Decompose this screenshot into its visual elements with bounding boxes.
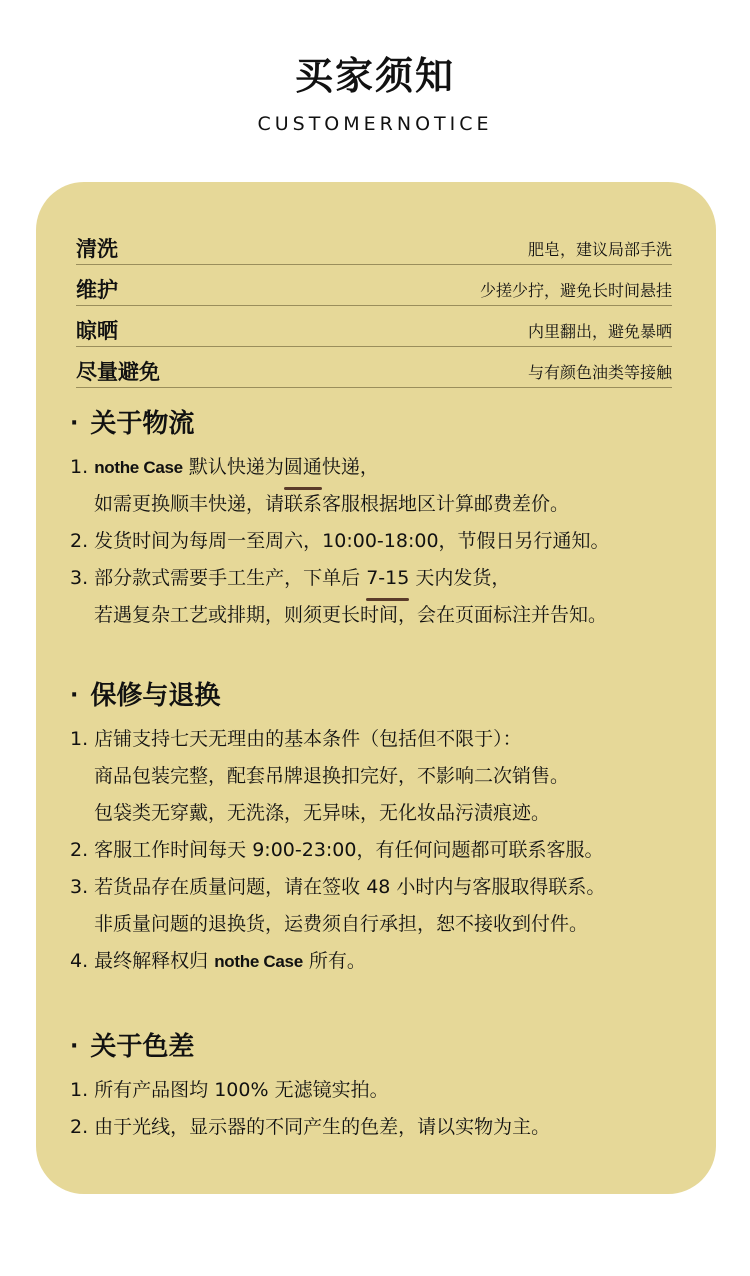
highlight-courier: 圆通 [284, 449, 322, 486]
list-item: 1. 所有产品图均 100% 无滤镜实拍。 [70, 1079, 389, 1101]
care-label: 维护 [76, 278, 118, 302]
care-label: 清洗 [76, 237, 118, 261]
section-heading [70, 407, 690, 441]
care-value: 内里翻出，避免暴晒 [527, 322, 672, 341]
page-header [0, 52, 750, 136]
care-row-maintain [76, 265, 672, 306]
page-title: 买家须知 [294, 54, 455, 98]
list-item [70, 943, 690, 980]
care-table [76, 224, 672, 388]
bullet-icon: · [70, 411, 79, 436]
care-value: 与有颜色油类等接触 [527, 363, 672, 382]
care-label: 尽量避免 [76, 360, 160, 384]
item-text: 快递， [321, 456, 379, 478]
highlight-days: 7-15 [366, 560, 409, 597]
care-row-avoid [76, 347, 672, 388]
list-item: 包袋类无穿戴，无洗涤，无异味，无化妆品污渍痕迹。 [94, 802, 551, 824]
section-heading [70, 1030, 690, 1064]
list-item: 3. 若货品存在质量问题，请在签收 48 小时内与客服取得联系。 [70, 876, 606, 898]
item-text: 4. 最终解释权归 [70, 950, 215, 972]
list-item: 2. 由于光线，显示器的不同产生的色差，请以实物为主。 [70, 1116, 551, 1138]
list-item: 商品包装完整，配套吊牌退换扣完好，不影响二次销售。 [94, 765, 570, 787]
list-item: 如需更换顺丰快递，请联系客服根据地区计算邮费差价。 [94, 493, 570, 515]
section-title-text: 关于色差 [90, 1032, 195, 1062]
care-row-dry [76, 306, 672, 347]
item-text: 默认快递为 [188, 456, 284, 478]
brand-name: nothe Case [94, 458, 183, 477]
care-label: 晾晒 [76, 319, 118, 343]
item-text: 所有。 [302, 950, 366, 972]
list-item: 1. 店铺支持七天无理由的基本条件（包括但不限于）： [70, 728, 522, 750]
bullet-icon: · [70, 683, 79, 708]
list-item: 非质量问题的退换货，运费须自行承担，恕不接收到付件。 [94, 913, 589, 935]
list-item: 若遇复杂工艺或排期，则须更长时间，会在页面标注并告知。 [94, 604, 608, 626]
care-value: 少搓少拧，避免长时间悬挂 [479, 281, 672, 300]
logistics-section [70, 407, 690, 634]
brand-name: nothe Case [214, 952, 303, 971]
color-diff-section [70, 1030, 690, 1146]
section-title-text: 保修与退换 [90, 681, 221, 711]
item-text: 天内发货， [409, 567, 511, 589]
list-item: 2. 客服工作时间每天 9:00-23:00，有任何问题都可联系客服。 [70, 839, 604, 861]
returns-section [70, 679, 690, 980]
notice-card [36, 182, 716, 1194]
care-value: 肥皂，建议局部手洗 [527, 240, 672, 259]
list-item [70, 560, 690, 597]
section-title-text: 关于物流 [90, 409, 195, 439]
care-row-wash [76, 224, 672, 265]
section-heading [70, 679, 690, 713]
bullet-icon: · [70, 1034, 79, 1059]
list-item [70, 449, 690, 486]
list-item: 2. 发货时间为每周一至周六，10:00-18:00，节假日另行通知。 [70, 530, 610, 552]
item-text: 3. 部分款式需要手工生产，下单后 [70, 567, 367, 589]
item-number: 1. [70, 456, 89, 478]
page-subtitle: CUSTOMERNOTICE [257, 113, 493, 135]
